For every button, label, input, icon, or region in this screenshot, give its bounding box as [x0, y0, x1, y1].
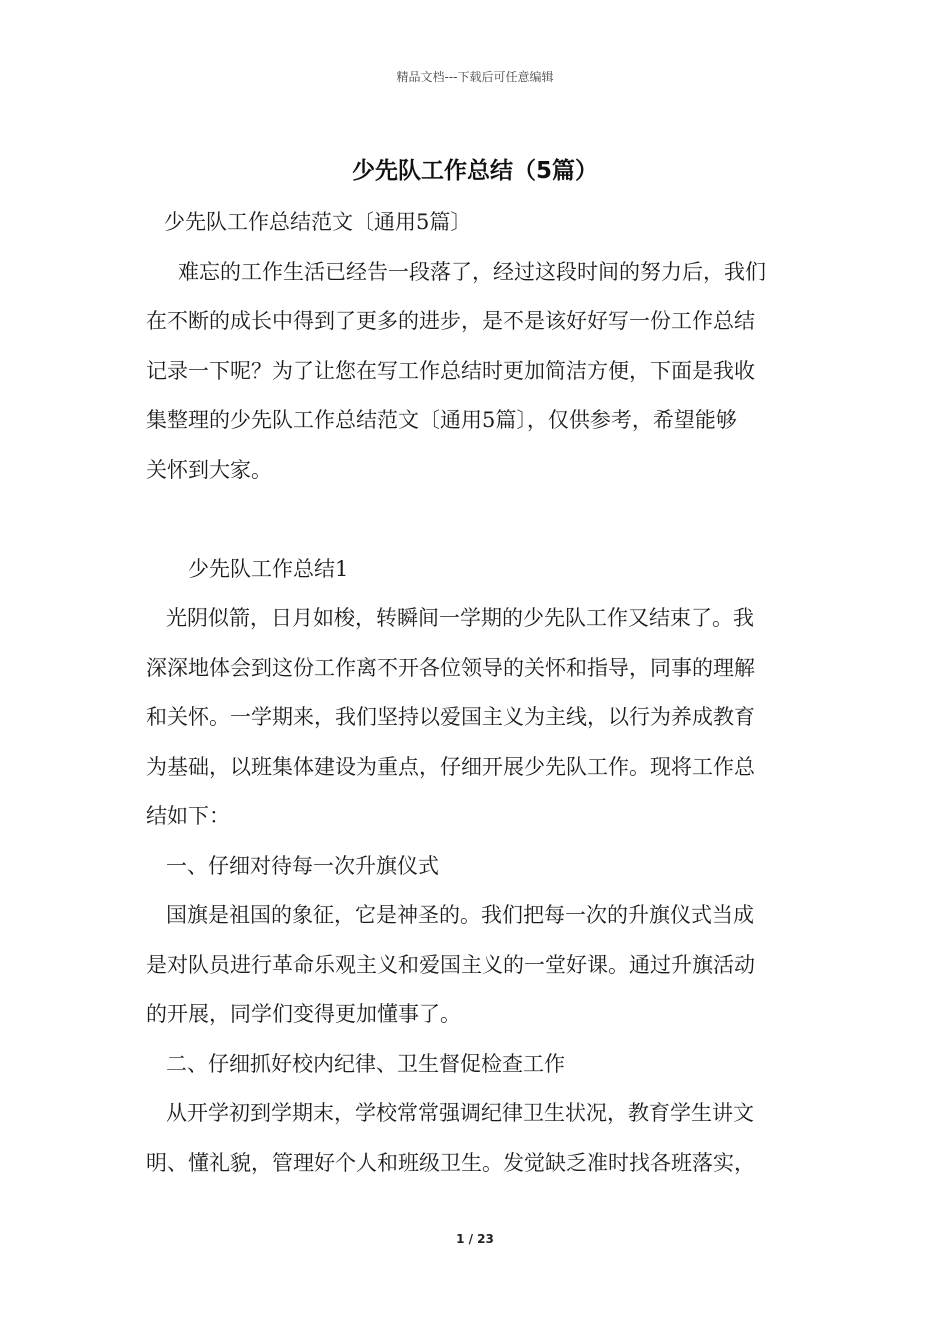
text-line: 是对队员进行革命乐观主义和爱国主义的一堂好课。通过升旗活动	[146, 952, 755, 977]
document-body	[146, 198, 810, 1188]
text-line: 记录一下呢？为了让您在写工作总结时更加简洁方便，下面是我收	[146, 358, 755, 383]
text-line: 集整理的少先队工作总结范文〔通用5篇〕，仅供参考，希望能够	[146, 408, 737, 432]
text-line: 关怀到大家。	[146, 457, 272, 482]
text-line: 难忘的工作生活已经告一段落了，经过这段时间的努力后，我们	[178, 259, 766, 284]
text-line: 一、仔细对待每一次升旗仪式	[166, 853, 439, 878]
text-line: 光阴似箭，日月如梭，转瞬间一学期的少先队工作又结束了。我	[166, 606, 754, 630]
text-line: 明、懂礼貌，管理好个人和班级卫生。发觉缺乏准时找各班落实，	[146, 1150, 755, 1175]
blank-line	[146, 495, 810, 545]
text-line: 的开展，同学们变得更加懂事了。	[146, 1002, 461, 1026]
text-line: 在不断的成长中得到了更多的进步，是不是该好好写一份工作总结	[146, 309, 755, 333]
text-line: 和关怀。一学期来，我们坚持以爱国主义为主线，以行为养成教育	[146, 705, 755, 729]
text-line: 国旗是祖国的象征，它是神圣的。我们把每一次的升旗仪式当成	[166, 903, 754, 927]
text-line: 二、仔细抓好校内纪律、卫生督促检查工作	[166, 1051, 565, 1076]
text-line: 从开学初到学期末，学校常常强调纪律卫生状况，教育学生讲文	[166, 1101, 754, 1125]
text-line: 深深地体会到这份工作离不开各位领导的关怀和指导，同事的理解	[146, 655, 755, 680]
document-title: 少先队工作总结（5篇）	[351, 158, 598, 184]
page-header-note: 精品文档---下载后可任意编辑	[396, 70, 554, 84]
text-line: 为基础，以班集体建设为重点，仔细开展少先队工作。现将工作总	[146, 754, 755, 779]
text-line: 少先队工作总结范文〔通用5篇〕	[164, 210, 472, 234]
text-line: 少先队工作总结1	[188, 556, 349, 581]
text-line: 结如下：	[146, 804, 230, 828]
page-number: 1 / 23	[456, 1232, 494, 1246]
